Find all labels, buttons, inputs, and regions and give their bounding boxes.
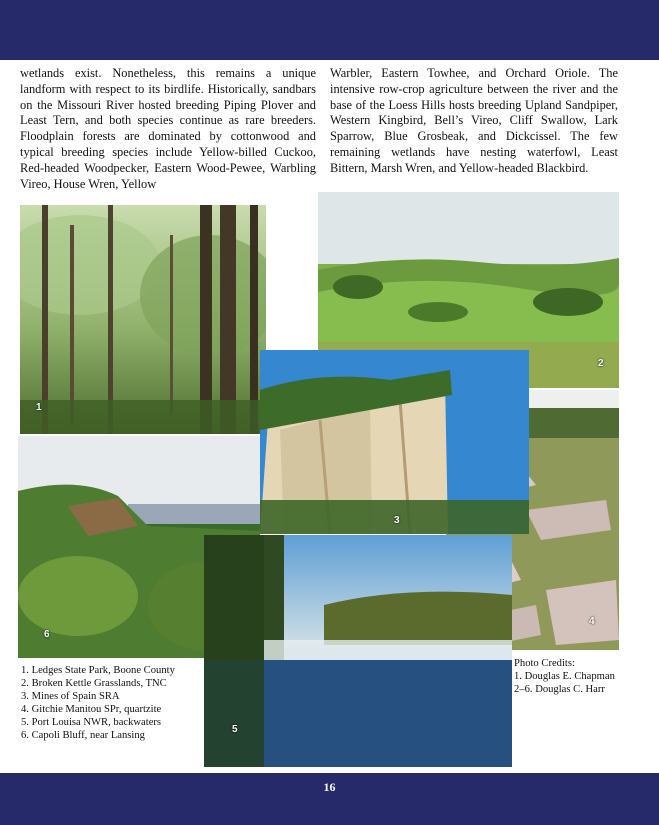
photo-3-limestone-bluff [260, 350, 529, 534]
body-text-left-column: wetlands exist. Nonetheless, this remains a unique landform with respect to its birdlife. Historically, sandbars on the Missouri River hosted breeding Piping Plover and Least Tern, and both species continue as rare breeders. Floodplain forests are dominated by cottonwood and typical breeding species include Yellow-billed Cuckoo, Red-headed Woodpecker, Eastern Wood-Pewee, Warbling Vireo, House Wren, Yellow [20, 66, 316, 191]
body-text-right-column: Warbler, Eastern Towhee, and Orchard Oriole. The intensive row-crop agriculture between the river and the base of the Loess Hills hosts breeding Upland Sandpiper, Western Kingbird, Bell’s Vireo, Cliff Swallow, Lark Sparrow, Blue Grosbeak, and Dickcissel. The few remaining wetlands have nesting waterfowl, Least Bittern, Marsh Wren, and Yellow-headed Blackbird. [330, 66, 618, 175]
credit-line-1: 1. Douglas E. Chapman [514, 671, 615, 683]
caption-3: 3. Mines of Spain SRA [21, 691, 120, 703]
photo-credits [514, 657, 615, 696]
photo-3-number: 3 [394, 515, 400, 526]
credits-heading: Photo Credits: [514, 658, 575, 669]
caption-4: 4. Gitchie Manitou SPr, quartzite [21, 704, 162, 716]
photo-5-number: 5 [232, 724, 238, 735]
header-band [0, 0, 659, 60]
caption-1: 1. Ledges State Park, Boone County [21, 665, 175, 676]
photo-6-number: 6 [44, 629, 50, 640]
caption-5: 5. Port Louisa NWR, backwaters [21, 717, 162, 729]
caption-2: 2. Broken Kettle Grasslands, TNC [21, 678, 167, 690]
photo-4-number: 4 [589, 616, 595, 627]
photo-1-number: 1 [36, 402, 42, 413]
photo-1-forest [20, 205, 266, 434]
photo-captions [21, 664, 175, 743]
photo-5-backwaters [204, 535, 512, 767]
caption-6: 6. Capoli Bluff, near Lansing [21, 730, 145, 742]
photo-2-number: 2 [598, 358, 604, 369]
credit-line-2: 2–6. Douglas C. Harr [514, 684, 605, 696]
page-number: 16 [323, 780, 336, 794]
